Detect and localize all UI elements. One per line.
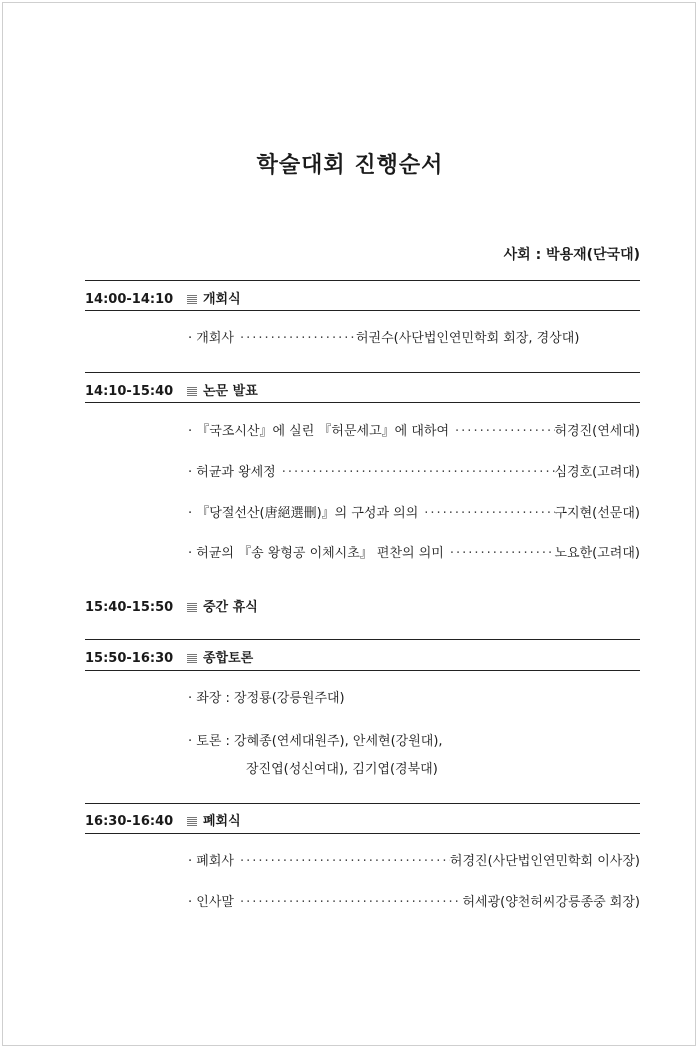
item-person: 구지현(선문대) xyxy=(554,506,640,521)
session-name: 폐회식 xyxy=(203,814,241,829)
program-item-opening-speech xyxy=(188,327,640,346)
program-item-closing-speech xyxy=(188,850,640,869)
divider xyxy=(85,372,640,373)
bullet-icon xyxy=(187,817,197,826)
divider xyxy=(85,803,640,804)
divider xyxy=(85,402,640,403)
session-time: 15:40-15:50 xyxy=(85,600,174,615)
session-opening xyxy=(85,288,241,307)
page-title: 학술대회 진행순서 xyxy=(256,153,444,178)
item-label: · 폐회사 xyxy=(188,854,234,869)
session-name: 개회식 xyxy=(203,292,241,307)
session-name: 중간 휴식 xyxy=(203,600,258,615)
program-item-paper xyxy=(188,420,640,439)
divider xyxy=(85,310,640,311)
bullet-icon xyxy=(187,654,197,663)
item-label: · 인사말 xyxy=(188,895,234,910)
program-item-paper xyxy=(188,461,640,480)
item-label: · 허균의 『송 왕형공 이체시초』 편찬의 의미 xyxy=(188,546,444,561)
discussion-panel: · 토론 : 강혜종(연세대원주), 안세현(강원대), xyxy=(188,734,443,749)
session-name: 논문 발표 xyxy=(203,384,258,399)
item-person: 허세광(양천허씨강릉종중 회장) xyxy=(462,895,640,910)
session-name: 종합토론 xyxy=(203,651,254,666)
session-time: 16:30-16:40 xyxy=(85,814,174,829)
item-label: · 허균과 왕세정 xyxy=(188,465,276,480)
session-closing xyxy=(85,810,241,829)
session-papers xyxy=(85,380,258,399)
item-label: · 『국조시산』에 실린 『허문세고』에 대하여 xyxy=(188,424,450,439)
item-label: · 개회사 xyxy=(188,331,234,346)
leader-dots xyxy=(449,424,554,439)
leader-dots xyxy=(418,506,554,521)
item-person: 노요한(고려대) xyxy=(554,546,640,561)
leader-dots xyxy=(234,895,463,910)
item-person: 허권수(사단법인연민학회 회장, 경상대) xyxy=(355,331,580,346)
session-time: 15:50-16:30 xyxy=(85,651,174,666)
host-info: 사회 : 박용재(단국대) xyxy=(503,247,640,263)
leader-dots xyxy=(234,854,450,869)
discussion-panel-continued: 장진엽(성신여대), 김기엽(경북대) xyxy=(246,762,438,777)
bullet-icon xyxy=(187,603,197,612)
program-item-paper xyxy=(188,502,640,521)
item-person: 심경호(고려대) xyxy=(554,465,640,480)
session-time: 14:00-14:10 xyxy=(85,292,174,307)
session-time: 14:10-15:40 xyxy=(85,384,174,399)
bullet-icon xyxy=(187,295,197,304)
session-break xyxy=(85,596,258,615)
leader-dots xyxy=(234,331,356,346)
divider xyxy=(85,280,640,281)
item-person: 허경진(연세대) xyxy=(554,424,640,439)
program-item-greeting xyxy=(188,891,640,910)
divider xyxy=(85,670,640,671)
item-person: 허경진(사단법인연민학회 이사장) xyxy=(449,854,640,869)
leader-dots xyxy=(276,465,555,480)
leader-dots xyxy=(444,546,555,561)
discussion-chair: · 좌장 : 장정룡(강릉원주대) xyxy=(188,691,345,706)
program-item-paper xyxy=(188,542,640,561)
divider xyxy=(85,833,640,834)
session-discussion xyxy=(85,647,253,666)
bullet-icon xyxy=(187,387,197,396)
divider xyxy=(85,639,640,640)
item-label: · 『당절선산(唐絕選刪)』의 구성과 의의 xyxy=(188,506,419,521)
